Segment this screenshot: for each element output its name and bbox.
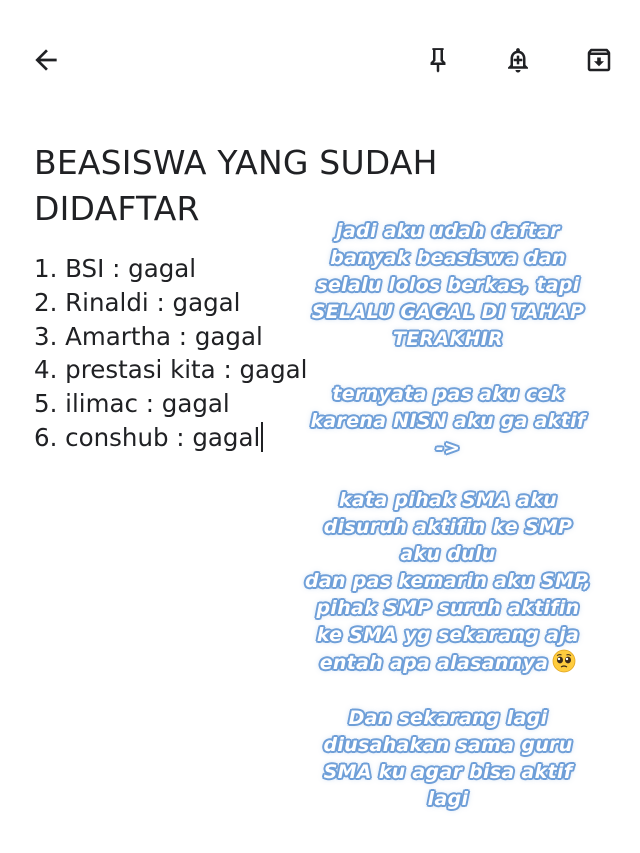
caption-line: -> — [435, 437, 461, 459]
add-reminder-bell-icon[interactable] — [500, 42, 536, 78]
list-item: 3. Amartha : gagal — [34, 321, 263, 351]
arrow-back-icon[interactable] — [28, 42, 64, 78]
caption-line: ke SMA yg sekarang aja — [316, 624, 580, 646]
caption-line-text: entah apa alasannya — [319, 652, 549, 674]
caption-line: Dan sekarang lagi — [348, 707, 548, 729]
caption-line: TERAKHIR — [393, 328, 503, 350]
list-item-text: 6. conshub : gagal — [34, 422, 261, 452]
caption-line: diusahakan sama guru — [323, 734, 573, 756]
caption-block-1 — [258, 218, 638, 353]
caption-line: selalu lolos berkas, tapi — [316, 274, 580, 296]
caption-line: SMA ku agar bisa aktif — [323, 761, 573, 783]
caption-line: SELALU GAGAL DI TAHAP — [311, 301, 585, 323]
caption-line: lagi — [427, 788, 469, 810]
caption-block-3 — [258, 487, 638, 677]
caption-line: pihak SMP suruh aktifin — [316, 597, 580, 619]
caption-line: disuruh aktifin ke SMP — [323, 516, 573, 538]
note-title[interactable]: BEASISWA YANG SUDAH DIDAFTAR — [34, 143, 438, 228]
caption-line — [258, 649, 638, 677]
list-item: 1. BSI : gagal — [34, 254, 197, 283]
list-item: 4. prestasi kita : gagal — [34, 355, 308, 385]
pleading-face-emoji-icon — [552, 649, 576, 673]
caption-line: karena NISN aku ga aktif — [310, 410, 586, 432]
caption-line: aku dulu — [400, 543, 496, 565]
caption-line: kata pihak SMA aku — [339, 489, 557, 511]
archive-icon[interactable] — [581, 42, 617, 78]
caption-line: dan pas kemarin aku SMP, — [304, 570, 592, 592]
list-item: 2. Rinaldi : gagal — [34, 287, 241, 317]
pin-icon[interactable] — [420, 42, 456, 78]
note-toolbar — [0, 0, 640, 120]
list-item: 5. ilimac : gagal — [34, 389, 230, 419]
caption-block-2 — [258, 381, 638, 462]
caption-line: banyak beasiswa dan — [330, 247, 566, 269]
caption-line: ternyata pas aku cek — [332, 383, 564, 405]
caption-block-4 — [258, 705, 638, 813]
caption-line: jadi aku udah daftar — [336, 220, 560, 242]
